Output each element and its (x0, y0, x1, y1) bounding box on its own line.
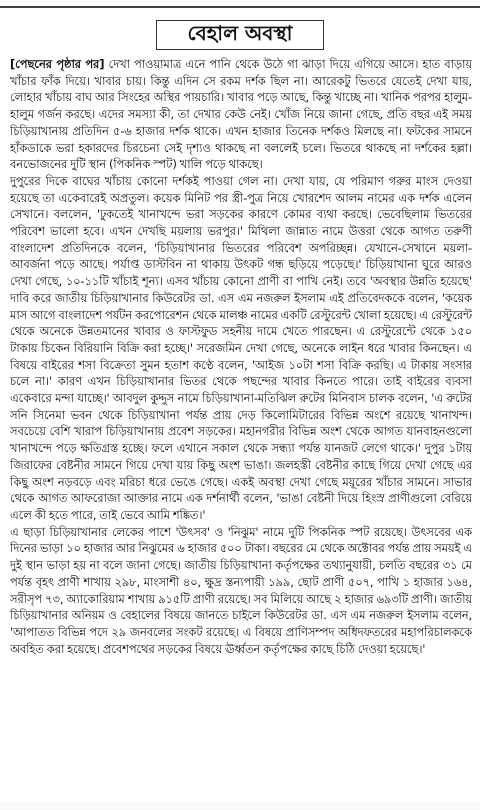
headline: বেহাল অবস্থা (156, 20, 324, 50)
bottom-edge (0, 802, 480, 810)
continued-tag: [পেছনের পৃষ্ঠার পর] (10, 57, 105, 71)
top-rule (0, 6, 480, 8)
article-paragraph: এ ছাড়া চিড়িয়াখানার লেকের পাশে 'উৎসব' ও 'নিঝুম' নামে দুটি পিকনিক স্পট রয়েছে। উৎসবের এক দিনের ভাড়া ১০ হাজার আর নিঝুমের ৬ হাজার ৫০০ টাকা। বছরের মে থেকে অক্টোবর পর্যন্ত প্রায় সময়ই এ দুই স্থান ভাড়া হয় না বলে জানা গেছে। জাতীয় চিড়িয়াখানা কর্তৃপক্ষের তথ্যানুযায়ী, চলতি বছরের ৩১ মে পর্যন্ত বৃহৎ প্রাণী শাখায় ২৯৮, মাংসাশী ৪০, ক্ষুদ্র স্তন্যপায়ী ১৯৯, ছোট প্রাণী ৫০৭, পাখি ১ হাজার ১৬৪, সরীসৃপ ৭৩, অ্যাকোরিয়াম শাখায় ৯১৫টি প্রাণী রয়েছে। সব মিলিয়ে আছে ২ হাজার ৬৯৩টি প্রাণী। জাতীয় চিড়িয়াখানার অনিয়ম ও বেহালের বিষয়ে জানতে চাইলে কিউরেটর ডা. এস এম নজরুল ইসলাম বলেন, 'আপাতত বিভিন্ন পদে ২৯ জনবলের সংকট রয়েছে। এ বিষয়ে প্রাণিসম্পদ অধিদফতরের মহাপরিচালককে অবহিত করা হয়েছে। প্রবেশপথের সড়কের বিষয়ে ঊর্ধ্বতন কর্তৃপক্ষের কাছে চিঠি দেওয়া হয়েছে।' (10, 524, 472, 656)
article-paragraph (10, 56, 472, 173)
article-body (10, 56, 472, 798)
paragraph-text: দেখা পাওয়ামাত্র এনে পানি থেকে উঠে গা ঝাড়া দিয়ে এগিয়ে আসে। হাত বাড়ায় খাঁচার ফাঁক দিয়ে। খাবার চায়। কিন্তু এদিন সে রকম দর্শক ছিল না। আরেকটু ভিতরে যেতেই দেখা যায়, লোহার খাঁচায় বাঘ আর সিংহের অস্থির পায়চারি। খাবার পড়ে আছে, কিন্তু খাচ্ছে না। খানিক পরপর হালুম-হালুম গর্জন করছে। এদের সমস্যা কী, তা দেখার কেউ নেই। খোঁজ নিয়ে জানা গেছে, প্রতি বছর এই সময় চিড়িয়াখানায় প্রতিদিন ৫-৬ হাজার দর্শক থাকে। এখন হাজার তিনেক দর্শকও মিলছে না। ফটকের সামনে হাঁকডাকে ভরা হকারদের চিরচেনা সেই দৃশ্যও থাকছে না বললেই চলে। ভিতরে থাকছে না দর্শকের হল্লা। বনভোজনের দুটি স্থান (পিকনিক স্পট) খালি পড়ে থাকছে। (10, 57, 472, 172)
article-paragraph: দুপুরের দিকে বাঘের খাঁচায় কোনো দর্শকই পাওয়া গেল না। দেখা যায়, যে পরিমাণ গরুর মাংস দেওয়া হয়েছে তা একেবারেই অপ্রতুল। কয়েক মিনিট পর স্ত্রী-পুত্র নিয়ে খোরশেদ আলম নামের এক দর্শক এলেন সেখানে। বললেন, 'ঢুকতেই খানাখন্দে ভরা সড়কের কারণে কোমর ব্যথা করছে। ভেবেছিলাম ভিতরের পরিবেশ ভালো হবে। এখন দেখছি ময়লায় ভরপুর।' মিথিলা জান্নাত নামে উত্তরা থেকে আগত তরুণী বাংলাদেশ প্রতিদিনকে বলেন, 'চিড়িয়াখানার ভিতরের পরিবেশ অপরিচ্ছন্ন। যেখানে-সেখানে ময়লা-আবর্জনা পড়ে আছে। পর্যাপ্ত ডাস্টবিন না থাকায় উৎকট গন্ধ ছড়িয়ে পড়েছে।' চিড়িয়াখানা ঘুরে আরও দেখা গেছে, ১০-১১টি খাঁচাই শূন্য। এসব খাঁচায় কোনো প্রাণী বা পাখি নেই। তবে 'অবস্থার উন্নতি হয়েছে' দাবি করে জাতীয় চিড়িয়াখানার কিউরেটর ডা. এস এম নজরুল ইসলাম এই প্রতিবেদককে বলেন, 'কয়েক মাস আগে বাংলাদেশ পর্যটন করপোরেশন থেকে মালঞ্চ নামের একটি রেস্টুরেন্ট খোলা হয়েছে। এ রেস্টুরেন্ট থেকে অনেকে উন্নতমানের খাবার ও ফাস্টফুড সহনীয় দামে খেতে পারছেন। এ রেস্টুরেন্টে থেকে ১৫০ টাকায় চিকেন বিরিয়ানি বিক্রি করা হচ্ছে।' সরেজমিন দেখা গেছে, অনেকে লাইন ধরে খাবার কিনছেন। এ বিষয়ে বাইরের শসা বিক্রেতা সুমন হতাশ কণ্ঠে বলেন, 'আইজ ১০টা শসা বিক্রি করছি। এ টাকায় সংসার চলে না।' কারণ এখন চিড়িয়াখানার ভিতর থেকে পছন্দের খাবার কিনতে পারে। তাই বাইরের ব্যবসা একেবারে মন্দা যাচ্ছে।' আবদুল কুদ্দুস নামে চিড়িয়াখানা-মতিঝিল রুটের মিনিবাস চালক বলেন, 'এ রুটের সনি সিনেমা ভবন থেকে চিড়িয়াখানা পর্যন্ত প্রায় দেড় কিলোমিটারের বিভিন্ন অংশে রয়েছে খানাখন্দ। সবচেয়ে বেশি খারাপ চিড়িয়াখানায় প্রবেশ সড়কের। মহানগরীর বিভিন্ন অংশ থেকে আগত যানবাহনগুলো খানাখন্দে পড়ে ক্ষতিগ্রস্ত হচ্ছে। ফলে এখানে সকাল থেকে সন্ধ্যা পর্যন্ত যানজট লেগে থাকে।' দুপুর ১টায় জিরাফের বেষ্টনীর সামনে গিয়ে দেখা যায় কিছু অংশ ভাঙা। জলহস্তী বেষ্টনীর কাছে গিয়ে দেখা গেছে এর কিছু অংশ নড়বড়ে এবং মরিচা ধরে ভেঙে গেছে। একই অবস্থা দেখা গেছে ময়ূরের খাঁচার সামনে। সাভার থেকে আগত আফরোজা আক্তার নামে এক দর্শনার্থী বলেন, 'ভাঙা বেষ্টনী দিয়ে হিংস্র প্রাণীগুলো বেরিয়ে এলে কী হতে পারে, তাই ভেবে আমি শঙ্কিত।' (10, 173, 472, 522)
